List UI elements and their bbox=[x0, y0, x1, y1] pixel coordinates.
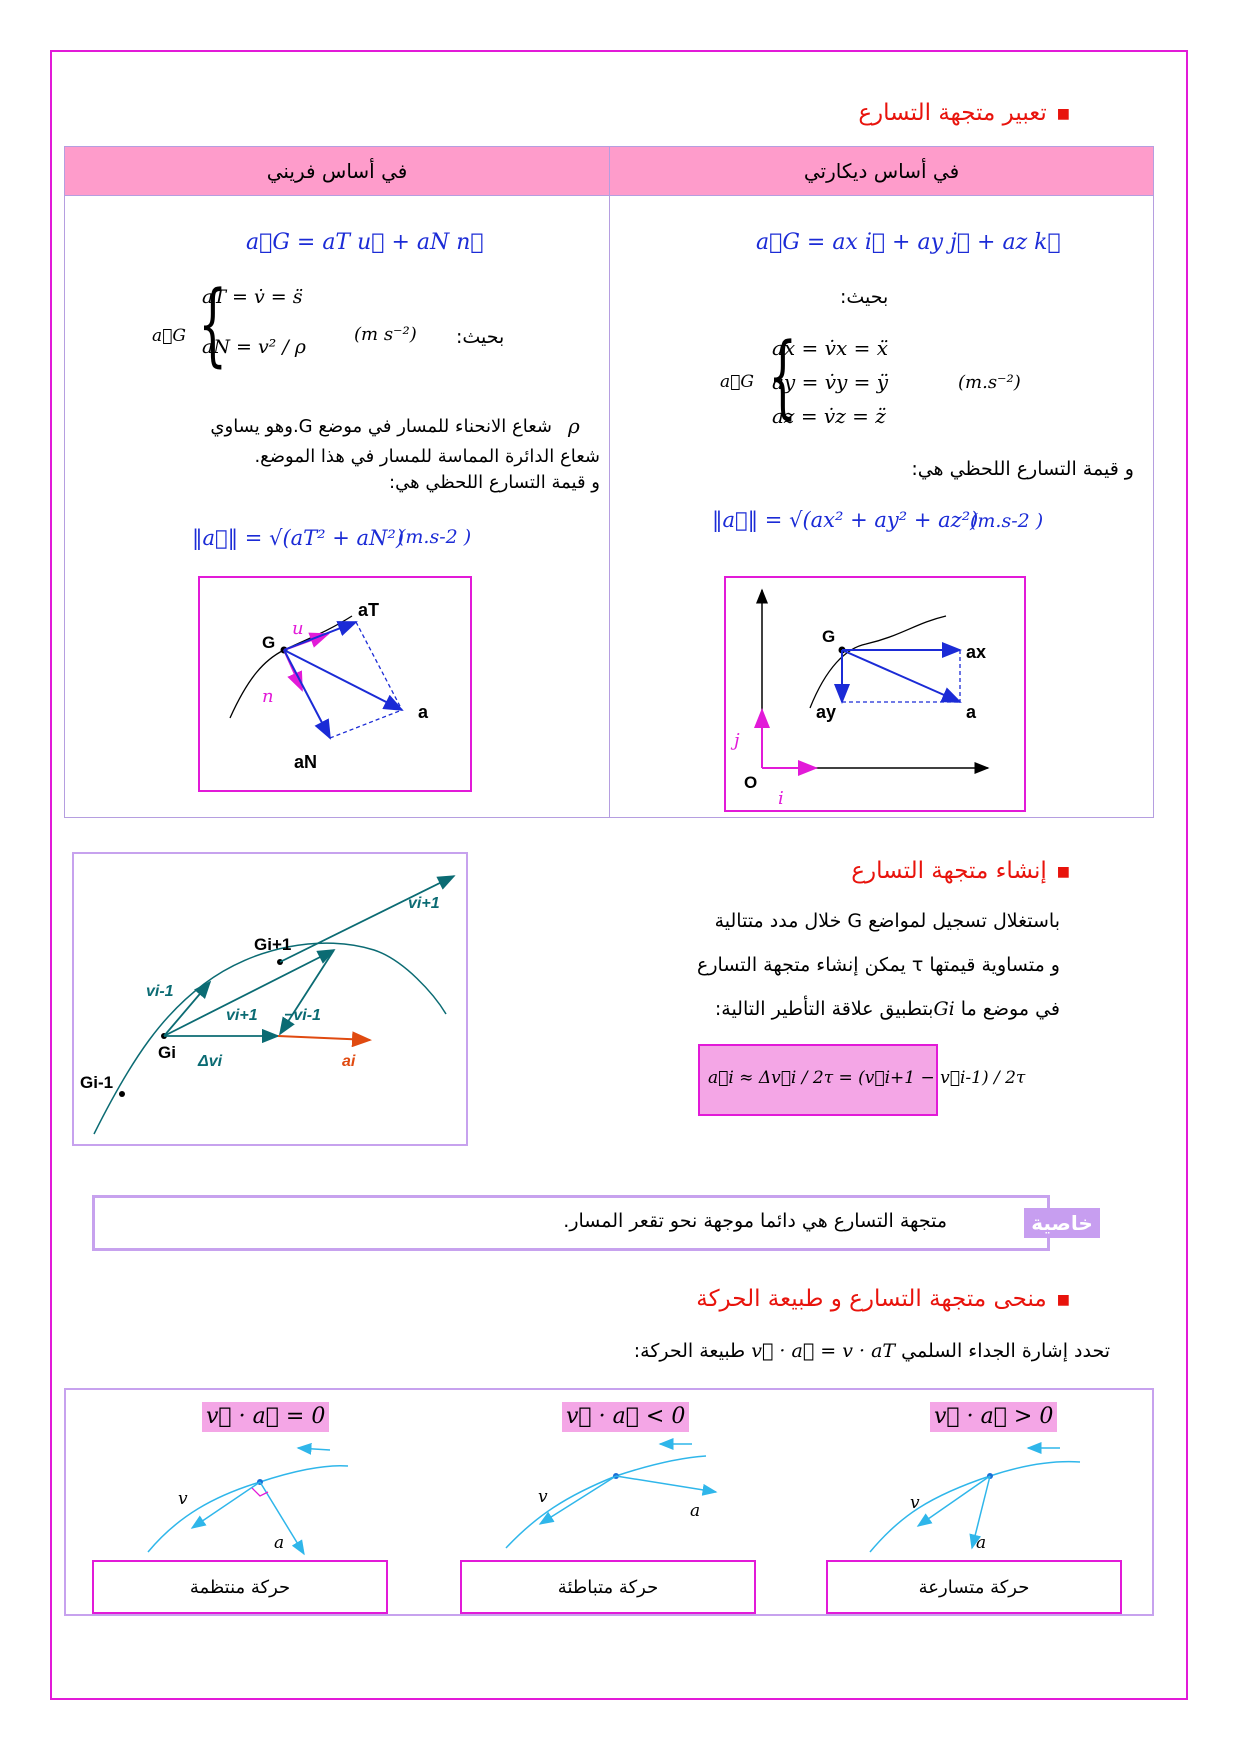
property-box bbox=[92, 1195, 1050, 1251]
frenet-label-a: a bbox=[418, 702, 429, 722]
label-v-prev: vi-1 bbox=[146, 983, 174, 1000]
construction-diagram-svg bbox=[74, 854, 466, 1144]
frenet-label-u: u bbox=[292, 618, 304, 639]
cartesian-row-z: az = v̇z = z̈ bbox=[772, 404, 886, 428]
label-G-prev: Gi-1 bbox=[80, 1073, 114, 1092]
label-v-next: vi+1 bbox=[408, 895, 440, 912]
property-text: متجهة التسارع هي دائما موجهة نحو تقعر المسار. bbox=[563, 1210, 947, 1232]
decelerated-label-a: a bbox=[690, 1501, 701, 1521]
col-header-frenet: في أساس فريني bbox=[65, 147, 609, 196]
cartesian-row-x: ax = v̇x = ẍ bbox=[772, 336, 889, 360]
frenet-diagram-svg bbox=[200, 578, 470, 790]
construction-trajectory bbox=[94, 943, 446, 1134]
decelerated-diagram bbox=[496, 1436, 726, 1556]
frenet-row-N: aN = v² / ρ bbox=[202, 336, 306, 358]
construction-line2: و متساوية قيمتها τ يمكن إنشاء متجهة التسارع bbox=[697, 954, 1060, 976]
section2-heading: ■إنشاء متجهة التسارع bbox=[851, 858, 1070, 884]
label-delta-v: Δvi bbox=[198, 1053, 223, 1070]
label-j: j bbox=[734, 730, 740, 751]
condition-accelerated: v⃗ · a⃗ > 0 bbox=[930, 1402, 1057, 1432]
vector-a-frenet bbox=[284, 650, 402, 710]
cartesian-norm-text: و قيمة التسارع اللحظي هي: bbox=[911, 458, 1134, 480]
vector-v-next bbox=[280, 876, 454, 962]
label-ax: ax bbox=[966, 642, 987, 662]
frenet-label-n: n bbox=[262, 686, 274, 707]
col-header-cartesian: في أساس ديكارتي bbox=[610, 147, 1153, 196]
frenet-brace: { bbox=[198, 272, 227, 377]
vector-ai bbox=[278, 1036, 370, 1040]
uniform-diagram bbox=[134, 1436, 364, 1556]
uniform-label-v: v bbox=[178, 1489, 188, 1509]
rho-text-line1: شعاع الانحناء للمسار في موضع G.وهو يساوي bbox=[210, 416, 552, 437]
label-accelerated-motion: حركة متسارعة bbox=[826, 1560, 1122, 1614]
cartesian-unit: (m.s⁻²) bbox=[958, 372, 1021, 393]
cartesian-formula: a⃗G = ax i⃗ + ay j⃗ + az k⃗ bbox=[756, 230, 1061, 255]
condition-uniform: v⃗ · a⃗ = 0 bbox=[202, 1402, 329, 1432]
frenet-label-aT: aT bbox=[358, 600, 380, 620]
decelerated-a-vector bbox=[616, 1476, 716, 1492]
uniform-v-vector bbox=[192, 1482, 260, 1528]
cartesian-brace: { bbox=[768, 324, 797, 429]
frenet-dashed-2 bbox=[330, 710, 402, 738]
label-neg-v: −vi-1 bbox=[284, 1007, 321, 1024]
frenet-norm-unit: (m.s-2 ) bbox=[398, 526, 472, 548]
cartesian-diagram-svg bbox=[726, 578, 1024, 810]
accelerated-label-v: v bbox=[910, 1493, 920, 1513]
cartesian-norm-formula: ‖a⃗‖ = √(ax² + ay² + az²) bbox=[712, 508, 979, 532]
section1-heading: ■تعبير متجهة التسارع bbox=[858, 100, 1070, 126]
condition-decelerated: v⃗ · a⃗ < 0 bbox=[562, 1402, 689, 1432]
accelerated-label-a: a bbox=[976, 1533, 987, 1553]
frenet-norm-formula: ‖a⃗‖ = √(aT² + aN²) bbox=[192, 526, 405, 550]
decelerated-trajectory bbox=[506, 1456, 706, 1548]
frenet-diagram bbox=[198, 576, 472, 792]
frenet-unit: (m s⁻²) bbox=[354, 324, 417, 345]
property-badge: خاصية bbox=[1024, 1208, 1100, 1238]
decelerated-label-v: v bbox=[538, 1487, 548, 1507]
vector-a bbox=[842, 650, 960, 702]
point-Gi-1 bbox=[119, 1091, 125, 1097]
section3-heading: ■منحى متجهة التسارع و طبيعة الحركة bbox=[696, 1286, 1070, 1312]
label-O: O bbox=[744, 773, 758, 792]
label-Gi: Gi bbox=[158, 1043, 176, 1062]
bullet-icon: ■ bbox=[1056, 1291, 1070, 1308]
column-divider bbox=[609, 147, 610, 817]
construction-diagram bbox=[72, 852, 468, 1146]
frenet-label-G: G bbox=[262, 633, 276, 652]
label-ay: ay bbox=[816, 702, 837, 722]
label-a: a bbox=[966, 702, 977, 722]
frenet-row-T: aT = v̇ = s̈ bbox=[202, 286, 303, 308]
rho-symbol: ρ bbox=[568, 414, 580, 438]
uniform-label-a: a bbox=[274, 1533, 285, 1553]
construction-line1: باستغلال تسجيل لمواضع G خلال مدد متتالية bbox=[714, 910, 1060, 932]
label-G-next: Gi+1 bbox=[254, 935, 292, 954]
accelerated-diagram bbox=[860, 1436, 1090, 1556]
label-decelerated-motion: حركة متباطئة bbox=[460, 1560, 756, 1614]
frenet-norm-text: و قيمة التسارع اللحظي هي: bbox=[389, 472, 600, 493]
label-G: G bbox=[822, 627, 836, 646]
label-i: i bbox=[778, 788, 784, 809]
frenet-label-aN: aN bbox=[294, 752, 318, 772]
frenet-formula: a⃗G = aT u⃗ + aN n⃗ bbox=[246, 230, 484, 255]
framing-formula: a⃗i ≈ Δv⃗i / 2τ = (v⃗i+1 − v⃗i-1) / 2τ bbox=[708, 1068, 1026, 1088]
bullet-icon: ■ bbox=[1056, 105, 1070, 122]
cartesian-system-lhs: a⃗G bbox=[720, 372, 754, 392]
symbol-Gi: Gi bbox=[933, 998, 955, 1020]
label-uniform-motion: حركة منتظمة bbox=[92, 1560, 388, 1614]
intro-formula: v⃗ · a⃗ = v · aT bbox=[751, 1340, 896, 1362]
decelerated-v-vector bbox=[540, 1476, 616, 1524]
bullet-icon: ■ bbox=[1056, 863, 1070, 880]
cartesian-row-y: ay = v̇y = ÿ bbox=[772, 370, 889, 394]
cartesian-norm-unit: (m.s-2 ) bbox=[970, 510, 1044, 532]
frenet-where: بحيث: bbox=[456, 326, 505, 348]
rho-text-line2: شعاع الدائرة المماسة للمسار في هذا الموضع. bbox=[254, 446, 600, 467]
vector-aN bbox=[284, 650, 330, 738]
construction-line3: في موضع ما Giبتطبيق علاقة التأطير التالية: bbox=[714, 998, 1060, 1020]
cartesian-where: بحيث: bbox=[840, 286, 889, 308]
label-mid-v: vi+1 bbox=[226, 1007, 258, 1024]
uniform-motion-arrow bbox=[298, 1448, 330, 1450]
frenet-system-lhs: a⃗G bbox=[152, 326, 186, 346]
framing-formula-box bbox=[698, 1044, 1026, 1116]
frenet-dashed-1 bbox=[356, 622, 402, 710]
label-ai: ai bbox=[342, 1053, 356, 1070]
section3-intro: تحدد إشارة الجداء السلمي v⃗ · a⃗ = v · aT طبيعة الحركة: bbox=[633, 1340, 1110, 1362]
cartesian-diagram bbox=[724, 576, 1026, 812]
